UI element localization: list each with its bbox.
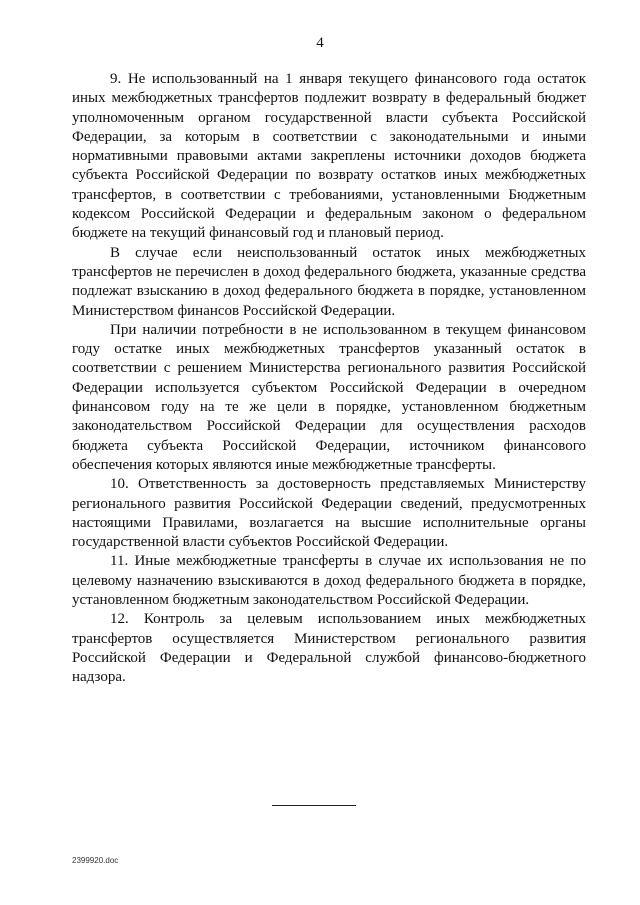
page-number: 4 xyxy=(316,35,324,51)
paragraph-11: 11. Иные межбюджетные трансферты в случае их использования не по целевому назначению взыскиваются в доход федерального бюджета в порядке, установленном бюджетным законодательством Российской Федерации. xyxy=(72,553,586,609)
paragraph-9: 9. Не использованный на 1 января текущего финансового года остаток иных межбюджетных трансфертов подлежит возврату в федеральный бюджет уполномоченным органом государственной власти субъекта Российской Федерации, за которым в соответствии с законодательными и иными нормативными правовыми актами закреплены источники доходов бюджета субъекта Российской Федерации по возврату остатков иных межбюджетных трансфертов, в соответствии с требованиями, установленными Бюджетным кодексом Российской Федерации и федеральным законом о федеральном бюджете на текущий финансовый год и плановый период. xyxy=(72,71,586,242)
end-divider xyxy=(272,805,356,806)
paragraph-9-recovery: В случае если неиспользованный остаток иных межбюджетных трансфертов не перечислен в доход федерального бюджета, указанные средства подлежат взысканию в доход федерального бюджета в порядке, установленном Министерством финансов Российской Федерации. xyxy=(72,244,586,319)
paragraph-9-remaining-use: При наличии потребности в не использованном в текущем финансовом году остатке иных межбюджетных трансфертов указанный остаток в соответствии с решением Министерства регионального развития Российской Федерации используется субъектом Российской Федерации в очередном финансовом году на те же цели в порядке, установленном бюджетным законодательством Российской Федерации для осуществления расходов бюджета субъекта Российской Федерации, источником финансового обеспечения которых являются иные межбюджетные трансферты. xyxy=(72,321,586,473)
document-body xyxy=(72,70,586,688)
footer-file-reference: 2399920.doc xyxy=(72,856,119,865)
paragraph-10: 10. Ответственность за достоверность представляемых Министерству регионального развития Российской Федерации сведений, предусмотренных настоящими Правилами, возлагается на высшие исполнительные органы государственной власти субъектов Российской Федерации. xyxy=(72,476,586,551)
paragraph-12: 12. Контроль за целевым использованием иных межбюджетных трансфертов осуществляется Министерством регионального развития Российской Федерации и Федеральной службой финансово-бюджетного надзора. xyxy=(72,611,586,686)
